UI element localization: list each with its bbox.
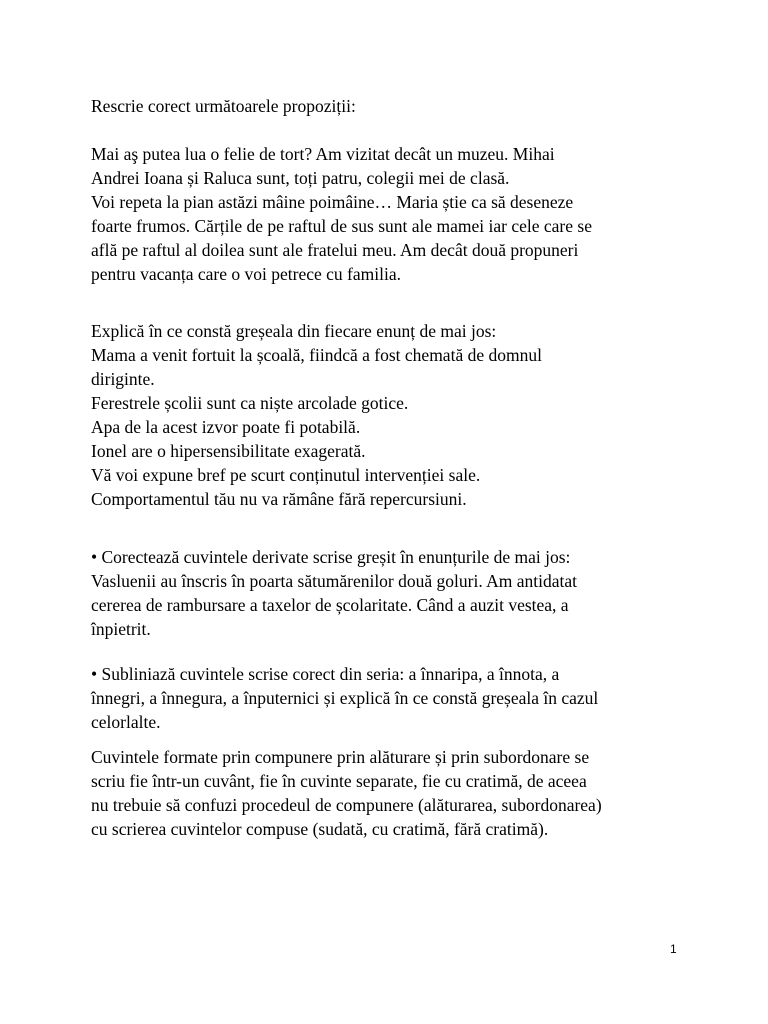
text-line: cererea de rambursare a taxelor de școlaritate. Când a auzit vestea, a	[91, 595, 569, 615]
text-line: Ferestrele școlii sunt ca niște arcolade gotice.	[91, 393, 409, 413]
exercise-2-heading: Explică în ce constă greșeala din fiecare enunț de mai jos:	[91, 321, 497, 341]
spacer	[91, 641, 711, 662]
spacer	[91, 511, 711, 545]
bullet-line: • Subliniază cuvintele scrise corect din seria: a înnaripa, a înnota, a	[91, 664, 560, 684]
text-line: foarte frumos. Cărțile de pe raftul de sus sunt ale mamei iar cele care se	[91, 216, 592, 236]
text-line: Ionel are o hipersensibilitate exagerată.	[91, 441, 366, 461]
text-line: Voi repeta la pian astăzi mâine poimâine… Maria știe ca să deseneze	[91, 192, 574, 212]
document-body	[91, 94, 711, 841]
text-line: Vasluenii au înscris în poarta sătumărenilor două goluri. Am antidatat	[91, 571, 577, 591]
text-line: diriginte.	[91, 369, 155, 389]
text-line: înnegri, a înnegura, a înputernici și explică în ce constă greșeala în cazul	[91, 688, 599, 708]
text-line: Comportamentul tău nu va rămâne fără repercursiuni.	[91, 489, 467, 509]
text-line: pentru vacanța care o voi petrece cu familia.	[91, 264, 401, 284]
exercise-1-text	[91, 142, 711, 286]
spacer	[91, 286, 711, 319]
text-line: Apa de la acest izvor poate fi potabilă.	[91, 417, 361, 437]
exercise-title: Rescrie corect următoarele propoziții:	[91, 96, 356, 116]
text-line: Vă voi expune bref pe scurt conținutul intervenției sale.	[91, 465, 481, 485]
text-line: Cuvintele formate prin compunere prin alăturare și prin subordonare se	[91, 747, 590, 767]
page-number: 1	[670, 942, 677, 956]
bullet-line: • Corectează cuvintele derivate scrise greșit în enunțurile de mai jos:	[91, 547, 571, 567]
text-line: înpietrit.	[91, 619, 151, 639]
spacer	[91, 118, 711, 142]
text-line: scriu fie într-un cuvânt, fie în cuvinte separate, fie cu cratimă, de aceea	[91, 771, 587, 791]
text-line: află pe raftul al doilea sunt ale fratelui meu. Am decât două propuneri	[91, 240, 579, 260]
exercise-3	[91, 545, 711, 641]
text-line: Andrei Ioana și Raluca sunt, toți patru, colegii mei de clasă.	[91, 168, 510, 188]
text-line: Mai aş putea lua o felie de tort? Am vizitat decât un muzeu. Mihai	[91, 144, 555, 164]
text-line: nu trebuie să confuzi procedeul de compunere (alăturarea, subordonarea)	[91, 795, 602, 815]
explanation-paragraph	[91, 745, 711, 841]
exercise-2	[91, 319, 711, 511]
text-line: cu scrierea cuvintelor compuse (sudată, cu cratimă, fără cratimă).	[91, 819, 549, 839]
spacer	[91, 734, 711, 745]
exercise-4	[91, 662, 711, 734]
text-line: Mama a venit fortuit la școală, fiindcă a fost chemată de domnul	[91, 345, 542, 365]
text-line: celorlalte.	[91, 712, 161, 732]
